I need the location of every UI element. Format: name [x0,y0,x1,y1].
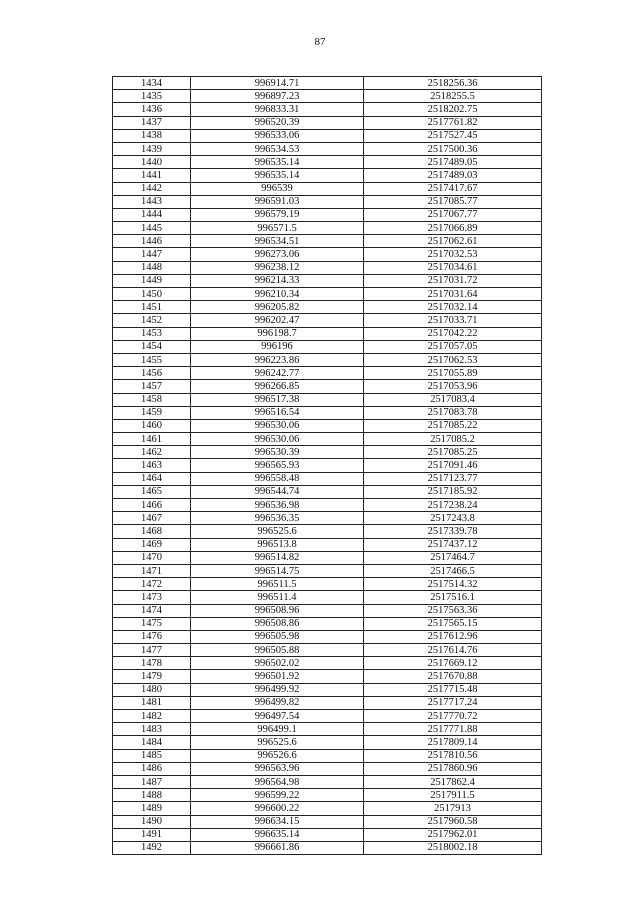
table-row [113,775,542,788]
x-coordinate-cell: 996499.82 [191,696,364,709]
y-coordinate-cell: 2517339.78 [364,525,542,538]
x-coordinate-cell: 996508.86 [191,617,364,630]
point-id-cell: 1462 [113,446,191,459]
point-id-cell: 1483 [113,723,191,736]
point-id-cell: 1481 [113,696,191,709]
y-coordinate-cell: 2517761.82 [364,116,542,129]
y-coordinate-cell: 2517500.36 [364,142,542,155]
table-row [113,327,542,340]
y-coordinate-cell: 2517031.64 [364,288,542,301]
table-row [113,683,542,696]
x-coordinate-cell: 996914.71 [191,77,364,90]
x-coordinate-cell: 996544.74 [191,485,364,498]
table-row [113,116,542,129]
y-coordinate-cell: 2517032.53 [364,248,542,261]
x-coordinate-cell: 996505.88 [191,644,364,657]
x-coordinate-cell: 996635.14 [191,828,364,841]
point-id-cell: 1444 [113,208,191,221]
table-row [113,512,542,525]
y-coordinate-cell: 2518002.18 [364,841,542,854]
point-id-cell: 1446 [113,235,191,248]
x-coordinate-cell: 996502.02 [191,657,364,670]
y-coordinate-cell: 2517960.58 [364,815,542,828]
point-id-cell: 1474 [113,604,191,617]
point-id-cell: 1451 [113,301,191,314]
x-coordinate-cell: 996223.86 [191,353,364,366]
table-row [113,723,542,736]
x-coordinate-cell: 996202.47 [191,314,364,327]
point-id-cell: 1473 [113,591,191,604]
y-coordinate-cell: 2517437.12 [364,538,542,551]
y-coordinate-cell: 2517464.7 [364,551,542,564]
y-coordinate-cell: 2517238.24 [364,499,542,512]
y-coordinate-cell: 2517563.36 [364,604,542,617]
x-coordinate-cell: 996198.7 [191,327,364,340]
table-row [113,762,542,775]
y-coordinate-cell: 2517669.12 [364,657,542,670]
x-coordinate-cell: 996536.35 [191,512,364,525]
x-coordinate-cell: 996514.82 [191,551,364,564]
y-coordinate-cell: 2517770.72 [364,710,542,723]
point-id-cell: 1434 [113,77,191,90]
point-id-cell: 1469 [113,538,191,551]
x-coordinate-cell: 996565.93 [191,459,364,472]
point-id-cell: 1479 [113,670,191,683]
point-id-cell: 1487 [113,775,191,788]
point-id-cell: 1465 [113,485,191,498]
x-coordinate-cell: 996661.86 [191,841,364,854]
point-id-cell: 1439 [113,142,191,155]
x-coordinate-cell: 996535.14 [191,156,364,169]
point-id-cell: 1440 [113,156,191,169]
x-coordinate-cell: 996526.6 [191,749,364,762]
y-coordinate-cell: 2517085.22 [364,419,542,432]
table-row [113,485,542,498]
point-id-cell: 1482 [113,710,191,723]
page-number: 87 [314,36,326,48]
table-row [113,578,542,591]
x-coordinate-cell: 996833.31 [191,103,364,116]
x-coordinate-cell: 996242.77 [191,367,364,380]
x-coordinate-cell: 996520.39 [191,116,364,129]
table-row [113,670,542,683]
y-coordinate-cell: 2517062.61 [364,235,542,248]
point-id-cell: 1461 [113,433,191,446]
table-row [113,472,542,485]
table-row [113,208,542,221]
y-coordinate-cell: 2517053.96 [364,380,542,393]
x-coordinate-cell: 996897.23 [191,90,364,103]
table-row [113,696,542,709]
x-coordinate-cell: 996508.96 [191,604,364,617]
table-row [113,657,542,670]
table-row [113,261,542,274]
x-coordinate-cell: 996534.51 [191,235,364,248]
point-id-cell: 1455 [113,353,191,366]
y-coordinate-cell: 2517042.22 [364,327,542,340]
y-coordinate-cell: 2517862.4 [364,775,542,788]
x-coordinate-cell: 996571.5 [191,222,364,235]
table-row [113,604,542,617]
y-coordinate-cell: 2517565.15 [364,617,542,630]
x-coordinate-cell: 996634.15 [191,815,364,828]
point-id-cell: 1472 [113,578,191,591]
table-row [113,828,542,841]
point-id-cell: 1480 [113,683,191,696]
table-row [113,142,542,155]
y-coordinate-cell: 2518202.75 [364,103,542,116]
point-id-cell: 1467 [113,512,191,525]
point-id-cell: 1441 [113,169,191,182]
point-id-cell: 1491 [113,828,191,841]
y-coordinate-cell: 2517717.24 [364,696,542,709]
point-id-cell: 1470 [113,551,191,564]
x-coordinate-cell: 996539 [191,182,364,195]
y-coordinate-cell: 2517032.14 [364,301,542,314]
table-row [113,274,542,287]
x-coordinate-cell: 996600.22 [191,802,364,815]
table-row [113,564,542,577]
y-coordinate-cell: 2517083.4 [364,393,542,406]
y-coordinate-cell: 2517913 [364,802,542,815]
table-row [113,182,542,195]
y-coordinate-cell: 2517516.1 [364,591,542,604]
x-coordinate-cell: 996511.5 [191,578,364,591]
x-coordinate-cell: 996214.33 [191,274,364,287]
table-row [113,736,542,749]
table-row [113,499,542,512]
y-coordinate-cell: 2517033.71 [364,314,542,327]
table-row [113,353,542,366]
x-coordinate-cell: 996499.92 [191,683,364,696]
x-coordinate-cell: 996501.92 [191,670,364,683]
x-coordinate-cell: 996513.8 [191,538,364,551]
table-row [113,538,542,551]
x-coordinate-cell: 996564.98 [191,775,364,788]
table-row [113,789,542,802]
x-coordinate-cell: 996514.75 [191,564,364,577]
y-coordinate-cell: 2517962.01 [364,828,542,841]
point-id-cell: 1449 [113,274,191,287]
y-coordinate-cell: 2517055.89 [364,367,542,380]
table-row [113,340,542,353]
y-coordinate-cell: 2517085.77 [364,195,542,208]
point-id-cell: 1460 [113,419,191,432]
point-id-cell: 1442 [113,182,191,195]
point-id-cell: 1492 [113,841,191,854]
y-coordinate-cell: 2517612.96 [364,630,542,643]
point-id-cell: 1435 [113,90,191,103]
y-coordinate-cell: 2517031.72 [364,274,542,287]
y-coordinate-cell: 2517034.61 [364,261,542,274]
table-row [113,393,542,406]
table-row [113,644,542,657]
x-coordinate-cell: 996530.06 [191,419,364,432]
table-row [113,433,542,446]
table-row [113,195,542,208]
y-coordinate-cell: 2517067.77 [364,208,542,221]
x-coordinate-cell: 996196 [191,340,364,353]
x-coordinate-cell: 996273.06 [191,248,364,261]
y-coordinate-cell: 2517614.76 [364,644,542,657]
table-row [113,802,542,815]
x-coordinate-cell: 996535.14 [191,169,364,182]
table-row [113,617,542,630]
table-row [113,551,542,564]
x-coordinate-cell: 996205.82 [191,301,364,314]
x-coordinate-cell: 996599.22 [191,789,364,802]
y-coordinate-cell: 2517185.92 [364,485,542,498]
point-id-cell: 1456 [113,367,191,380]
point-id-cell: 1464 [113,472,191,485]
table-row [113,749,542,762]
point-id-cell: 1475 [113,617,191,630]
point-id-cell: 1476 [113,630,191,643]
point-id-cell: 1489 [113,802,191,815]
x-coordinate-cell: 996511.4 [191,591,364,604]
y-coordinate-cell: 2517123.77 [364,472,542,485]
point-id-cell: 1478 [113,657,191,670]
table-row [113,301,542,314]
point-id-cell: 1437 [113,116,191,129]
x-coordinate-cell: 996533.06 [191,129,364,142]
table-row [113,380,542,393]
x-coordinate-cell: 996579.19 [191,208,364,221]
y-coordinate-cell: 2517466.5 [364,564,542,577]
point-id-cell: 1463 [113,459,191,472]
point-id-cell: 1459 [113,406,191,419]
point-id-cell: 1453 [113,327,191,340]
y-coordinate-cell: 2517083.78 [364,406,542,419]
point-id-cell: 1468 [113,525,191,538]
table-row [113,77,542,90]
table-row [113,815,542,828]
point-id-cell: 1466 [113,499,191,512]
point-id-cell: 1486 [113,762,191,775]
point-id-cell: 1452 [113,314,191,327]
table-row [113,103,542,116]
table-row [113,90,542,103]
y-coordinate-cell: 2517489.03 [364,169,542,182]
coordinate-table-body [113,77,542,855]
point-id-cell: 1484 [113,736,191,749]
y-coordinate-cell: 2517062.53 [364,353,542,366]
table-row [113,156,542,169]
x-coordinate-cell: 996525.6 [191,525,364,538]
y-coordinate-cell: 2517057.05 [364,340,542,353]
y-coordinate-cell: 2517527.45 [364,129,542,142]
x-coordinate-cell: 996563.96 [191,762,364,775]
y-coordinate-cell: 2517085.2 [364,433,542,446]
y-coordinate-cell: 2517911.5 [364,789,542,802]
y-coordinate-cell: 2517514.32 [364,578,542,591]
table-row [113,314,542,327]
x-coordinate-cell: 996210.34 [191,288,364,301]
point-id-cell: 1450 [113,288,191,301]
x-coordinate-cell: 996525.6 [191,736,364,749]
y-coordinate-cell: 2517715.48 [364,683,542,696]
table-row [113,591,542,604]
point-id-cell: 1477 [113,644,191,657]
point-id-cell: 1436 [113,103,191,116]
point-id-cell: 1458 [113,393,191,406]
table-row [113,841,542,854]
y-coordinate-cell: 2517810.56 [364,749,542,762]
point-id-cell: 1488 [113,789,191,802]
x-coordinate-cell: 996497.54 [191,710,364,723]
x-coordinate-cell: 996558.48 [191,472,364,485]
table-row [113,222,542,235]
x-coordinate-cell: 996534.53 [191,142,364,155]
table-row [113,288,542,301]
y-coordinate-cell: 2517809.14 [364,736,542,749]
point-id-cell: 1447 [113,248,191,261]
x-coordinate-cell: 996517.38 [191,393,364,406]
x-coordinate-cell: 996591.03 [191,195,364,208]
point-id-cell: 1454 [113,340,191,353]
point-id-cell: 1485 [113,749,191,762]
table-row [113,248,542,261]
x-coordinate-cell: 996238.12 [191,261,364,274]
point-id-cell: 1490 [113,815,191,828]
table-row [113,446,542,459]
table-row [113,459,542,472]
coordinate-table [112,76,542,855]
point-id-cell: 1471 [113,564,191,577]
x-coordinate-cell: 996499.1 [191,723,364,736]
y-coordinate-cell: 2517085.25 [364,446,542,459]
x-coordinate-cell: 996516.54 [191,406,364,419]
table-row [113,406,542,419]
table-row [113,710,542,723]
x-coordinate-cell: 996530.06 [191,433,364,446]
point-id-cell: 1438 [113,129,191,142]
y-coordinate-cell: 2517243.8 [364,512,542,525]
point-id-cell: 1443 [113,195,191,208]
point-id-cell: 1448 [113,261,191,274]
y-coordinate-cell: 2518256.36 [364,77,542,90]
y-coordinate-cell: 2517417.67 [364,182,542,195]
y-coordinate-cell: 2518255.5 [364,90,542,103]
y-coordinate-cell: 2517771.88 [364,723,542,736]
y-coordinate-cell: 2517489.05 [364,156,542,169]
x-coordinate-cell: 996530.39 [191,446,364,459]
point-id-cell: 1457 [113,380,191,393]
table-row [113,525,542,538]
table-row [113,419,542,432]
x-coordinate-cell: 996266.85 [191,380,364,393]
table-row [113,630,542,643]
table-row [113,169,542,182]
x-coordinate-cell: 996536.98 [191,499,364,512]
y-coordinate-cell: 2517860.96 [364,762,542,775]
table-row [113,367,542,380]
y-coordinate-cell: 2517066.89 [364,222,542,235]
table-row [113,235,542,248]
y-coordinate-cell: 2517091.46 [364,459,542,472]
x-coordinate-cell: 996505.98 [191,630,364,643]
table-row [113,129,542,142]
point-id-cell: 1445 [113,222,191,235]
y-coordinate-cell: 2517670.88 [364,670,542,683]
